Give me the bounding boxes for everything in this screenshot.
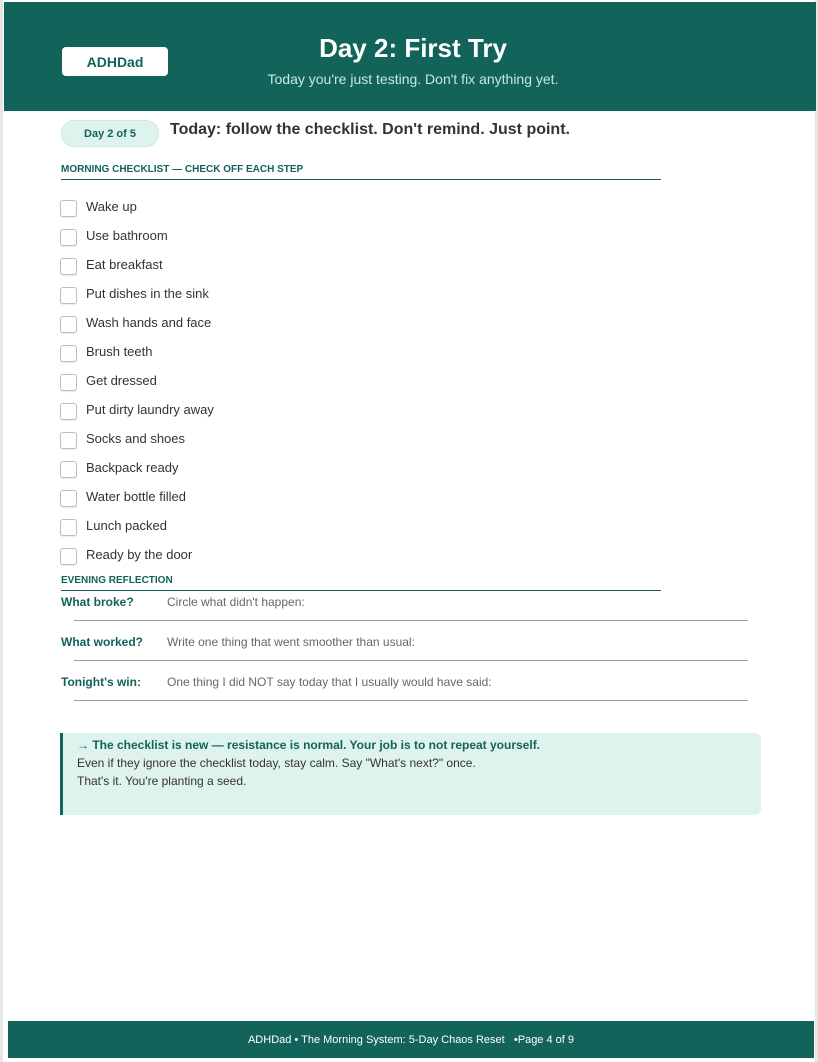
checklist-item[interactable] (60, 482, 214, 511)
checklist-item[interactable] (60, 308, 214, 337)
checklist-item-label: Backpack ready (86, 460, 179, 475)
daily-instruction: Today: follow the checklist. Don't remind. Just point. (170, 121, 570, 138)
page-header (4, 2, 816, 111)
checkbox-icon[interactable] (60, 374, 77, 391)
morning-checklist-heading: MORNING CHECKLIST — CHECK OFF EACH STEP (61, 164, 661, 180)
checkbox-icon[interactable] (60, 200, 77, 217)
checklist-item-label: Eat breakfast (86, 257, 163, 272)
reflection-label: What worked? (61, 635, 144, 649)
checklist-item[interactable] (60, 453, 214, 482)
brand-logo: ADHDad (62, 47, 168, 76)
checklist-item[interactable] (60, 424, 214, 453)
checkbox-icon[interactable] (60, 490, 77, 507)
checklist-item-label: Ready by the door (86, 547, 193, 562)
checklist-item-label: Socks and shoes (86, 431, 186, 446)
checkbox-icon[interactable] (60, 403, 77, 420)
reflection-label: Tonight's win: (61, 675, 141, 689)
write-in-line[interactable] (74, 700, 748, 701)
checklist-item-label: Get dressed (86, 373, 157, 388)
checklist-item[interactable] (60, 279, 214, 308)
day-progress-badge: Day 2 of 5 (61, 120, 159, 147)
checklist-item-label: Put dishes in the sink (86, 286, 209, 301)
checklist-item-label: Wake up (86, 199, 137, 214)
checkbox-icon[interactable] (60, 519, 77, 536)
page-edge-left (0, 0, 3, 1062)
page-subtitle: Today you're just testing. Don't fix anything yet. (267, 71, 559, 87)
reflection-prompt: Write one thing that went smoother than usual: (167, 635, 415, 649)
page-footer (8, 1021, 814, 1058)
checklist-item[interactable] (60, 366, 214, 395)
checkbox-icon[interactable] (60, 461, 77, 478)
checkbox-icon[interactable] (60, 345, 77, 362)
write-in-line[interactable] (74, 620, 748, 621)
checklist-item[interactable] (60, 540, 214, 569)
write-in-line[interactable] (74, 660, 748, 661)
checkbox-icon[interactable] (60, 229, 77, 246)
checklist-item[interactable] (60, 250, 214, 279)
checklist-item-label: Lunch packed (86, 518, 167, 533)
reflection-label: What broke? (61, 595, 134, 609)
checklist-item[interactable] (60, 511, 214, 540)
checklist-item-label: Wash hands and face (86, 315, 212, 330)
checkbox-icon[interactable] (60, 548, 77, 565)
checkbox-icon[interactable] (60, 432, 77, 449)
reflection-row-worked (61, 635, 748, 675)
checkbox-icon[interactable] (60, 258, 77, 275)
tip-callout (60, 733, 761, 815)
tip-line: That's it. You're planting a seed. (77, 774, 247, 788)
checklist-item[interactable] (60, 221, 214, 250)
reflection-row-win (61, 675, 748, 715)
tip-line: Even if they ignore the checklist today, stay calm. Say "What's next?" once. (77, 756, 476, 770)
checklist-item[interactable] (60, 337, 214, 366)
reflection-row-broke (61, 595, 748, 635)
checkbox-icon[interactable] (60, 316, 77, 333)
checkbox-icon[interactable] (60, 287, 77, 304)
checklist-item-label: Water bottle filled (86, 489, 186, 504)
checklist-item[interactable] (60, 395, 214, 424)
reflection-prompt: Circle what didn't happen: (167, 595, 305, 609)
checklist-item-label: Brush teeth (86, 344, 153, 359)
tip-headline: → The checklist is new — resistance is normal. Your job is to not repeat yourself. (77, 738, 541, 752)
morning-checklist (60, 192, 214, 569)
evening-reflection-heading: EVENING REFLECTION (61, 575, 661, 591)
checklist-item-label: Put dirty laundry away (86, 402, 214, 417)
reflection-prompt: One thing I did NOT say today that I usually would have said: (167, 675, 492, 689)
checklist-item[interactable] (60, 192, 214, 221)
page-title: Day 2: First Try (319, 33, 507, 63)
footer-text: ADHDad • The Morning System: 5-Day Chaos Reset •Page 4 of 9 (247, 1033, 575, 1046)
checklist-item-label: Use bathroom (86, 228, 168, 243)
